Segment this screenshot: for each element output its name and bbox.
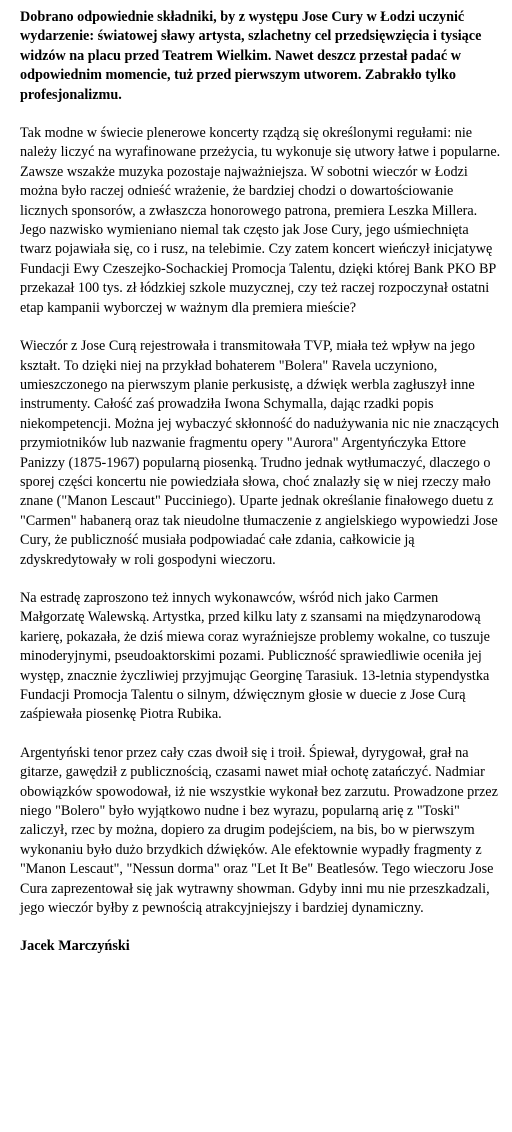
article-paragraph: Argentyński tenor przez cały czas dwoił się i troił. Śpiewał, dyrygował, grał na gitarze, gawędził z publicznością, czasami nawet miał ochotę zatańczyć. Nadmiar obowiązków spowodował, iż nie wszystkie wykonał bez zarzutu. Prowadzone przez niego "Bolero" było wyjątkowo nudne i bez wyrazu, popularną arię z "Toski" zaliczył, rzec by można, dopiero za drugim podejściem, na bis, bo w pierwszym wykonaniu było dużo brzydkich dźwięków. Ale efektownie wypadły fragmenty z "Manon Lescaut", "Nessun dorma" oraz "Let It Be" Beatlesów. Tego wieczoru Jose Cura zaprezentował się jak wytrawny showman. Gdyby inni mu nie przeszkadzali, jego wieczór byłby z pewnością atrakcyjniejszy i bardziej dynamiczny. <box>20 744 498 917</box>
article-paragraph: Na estradę zaproszono też innych wykonawców, wśród nich jako Carmen Małgorzatę Walewską. Artystka, przed kilku laty z szansami na międzynarodową karierę, pokazała, że dziś miewa coraz wyraźniejsze problemy wokalne, co tuszuje minoderyjnymi, pseudoaktorskimi pozami. Publiczność sprawiedliwie oceniła jej występ, znacznie życzliwiej przyjmując Georginę Tarasiuk. 13-letnia stypendystka Fundacji Promocja Talentu o silnym, dźwięcznym głosie w duecie z Jose Curą zaśpiewała piosenkę Piotra Rubika. <box>20 589 490 723</box>
article-paragraph: Tak modne w świecie plenerowe koncerty rządzą się określonymi regułami: nie należy liczyć na wyrafinowane przeżycia, tu wykonuje się utwory łatwe i popularne. Zawsze wszakże muzyka pozostaje najważniejsza. W sobotni wieczór w Łodzi można było raczej odnieść wrażenie, że bardziej chodzi o dowartościowanie licznych sponsorów, a zwłaszcza honorowego patrona, premiera Leszka Millera. Jego nazwisko wymieniano niemal tak często jak Jose Cury, jego uśmiechnięta twarz pojawiała się, co i rusz, na telebimie. Czy zatem koncert wieńczył inicjatywę Fundacji Ewy Czeszejko-Sochackiej Promocja Talentu, dzięki której Bank PKO BP przekazał 100 tys. zł łódzkiej szkole muzycznej, czy też raczej rozpoczynał ostatni etap kampanii wyborczej w ważnym dla premiera mieście? <box>20 125 501 316</box>
article-paragraph: Wieczór z Jose Curą rejestrowała i transmitowała TVP, miała też wpływ na jego kształt. To dzięki niej na przykład bohaterem "Bolera" Ravela uczyniono, umieszczonego na pierwszym planie perkusistę, a dźwięk werbla zagłuszył inne instrumenty. Całość zaś prowadziła Iwona Schymalla, dając rzadki popis niekompetencji. Można jej wybaczyć skłonność do nadużywania nic nie znaczących przymiotników lub nazwanie fragmentu opery "Aurora" Argentyńczyka Ettore Panizzy (1875-1967) popularną piosenką. Trudno jednak wytłumaczyć, dlaczego o sporej części koncertu nie powiedziała słowa, choć znalazły się w niej rzeczy mało znane ("Manon Lescaut" Pucciniego). Uparte jednak określanie finałowego duetu z "Carmen" habanerą oraz tak nieudolne tłumaczenie z angielskiego wypowiedzi Jose Cury, że publiczność musiała podpowiadać całe zdania, całkowicie ją zdyskredytowały w roli gospodyni wieczoru. <box>20 338 500 568</box>
article-author: Jacek Marczyński <box>20 938 130 955</box>
article-lead: Dobrano odpowiednie składniki, by z występu Jose Cury w Łodzi uczynić wydarzenie: światowej sławy artysta, szlachetny cel przedsięwzięcia i tysiące widzów na placu przed Teatrem Wielkim. Nawet deszcz przestał padać w odpowiednim momencie, tuż przed pierwszym utworem. Zabrakło tylko profesjonalizmu. <box>20 9 482 103</box>
